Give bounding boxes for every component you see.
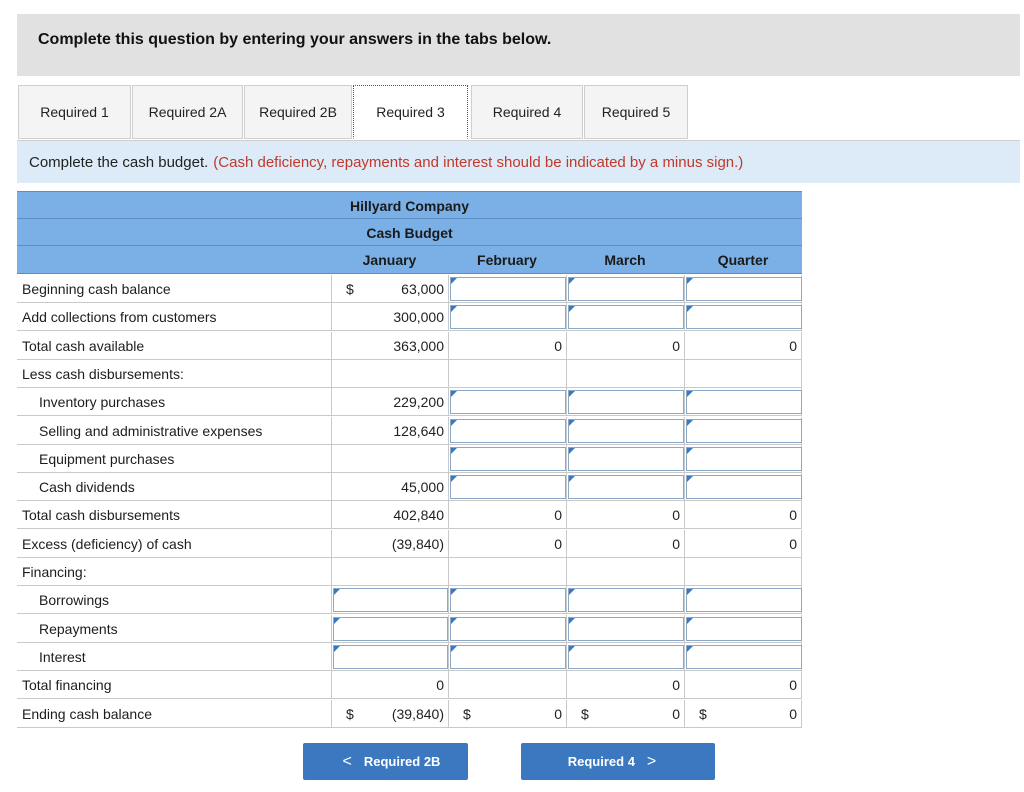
cell-february — [448, 332, 566, 360]
row-label: Inventory purchases — [39, 394, 166, 410]
chevron-left-icon: < — [342, 752, 352, 770]
table-row — [17, 275, 802, 303]
cell-february[interactable] — [448, 473, 566, 501]
next-tab-button[interactable] — [521, 743, 715, 780]
cell-january[interactable] — [331, 643, 448, 671]
tab-required-4[interactable]: Required 4 — [471, 85, 583, 139]
banner-text: Complete this question by entering your answers in the tabs below. — [38, 31, 552, 48]
cell-march[interactable] — [566, 615, 684, 643]
amount-input[interactable] — [450, 475, 566, 499]
header-title-row — [17, 218, 802, 245]
cell-value: 363,000 — [393, 338, 444, 354]
cell-january — [331, 360, 448, 388]
amount-input[interactable] — [686, 475, 802, 499]
cell-quarter — [684, 501, 802, 529]
column-header-march: March — [604, 252, 646, 268]
cell-january[interactable] — [331, 615, 448, 643]
amount-input[interactable] — [686, 447, 802, 471]
cell-quarter[interactable] — [684, 445, 802, 473]
cell-quarter — [684, 332, 802, 360]
cell-march — [566, 671, 684, 699]
row-label: Total cash disbursements — [22, 507, 180, 523]
amount-input[interactable] — [333, 588, 448, 612]
cell-march[interactable] — [566, 643, 684, 671]
cell-value: 0 — [554, 338, 562, 354]
row-label: Total cash available — [22, 338, 145, 354]
table-row — [17, 501, 802, 529]
amount-input[interactable] — [686, 305, 802, 329]
amount-input[interactable] — [686, 588, 802, 612]
cell-march — [566, 700, 684, 728]
cell-february[interactable] — [448, 445, 566, 473]
tab-required-3[interactable]: Required 3 — [353, 85, 468, 139]
amount-input[interactable] — [686, 617, 802, 641]
cell-february — [448, 530, 566, 558]
amount-input[interactable] — [568, 390, 684, 414]
cell-value: 402,840 — [393, 507, 444, 523]
cell-quarter[interactable] — [684, 615, 802, 643]
dollar-sign: $ — [463, 706, 471, 722]
company-name: Hillyard Company — [349, 198, 470, 214]
amount-input[interactable] — [568, 447, 684, 471]
cell-march[interactable] — [566, 303, 684, 331]
cell-quarter — [684, 360, 802, 388]
row-label: Less cash disbursements: — [22, 366, 184, 382]
amount-input[interactable] — [333, 645, 448, 669]
cell-february[interactable] — [448, 615, 566, 643]
prev-tab-button[interactable] — [303, 743, 468, 780]
cell-value: 0 — [789, 338, 797, 354]
dollar-sign: $ — [581, 706, 589, 722]
cell-value: 45,000 — [401, 479, 444, 495]
cell-march — [566, 360, 684, 388]
cell-quarter[interactable] — [684, 303, 802, 331]
header-company-row — [17, 191, 802, 218]
row-label: Beginning cash balance — [22, 281, 171, 297]
cell-february — [448, 671, 566, 699]
cell-march[interactable] — [566, 445, 684, 473]
next-tab-label: Required 4 — [567, 754, 635, 769]
cell-value: 63,000 — [401, 281, 444, 297]
cell-february — [448, 501, 566, 529]
cell-value: 0 — [436, 677, 444, 693]
cell-january — [331, 530, 448, 558]
cell-january — [331, 445, 448, 473]
amount-input[interactable] — [450, 277, 566, 301]
amount-input[interactable] — [450, 305, 566, 329]
cell-quarter[interactable] — [684, 275, 802, 303]
row-label: Excess (deficiency) of cash — [22, 536, 192, 552]
amount-input[interactable] — [568, 475, 684, 499]
table-row — [17, 643, 802, 671]
row-label: Financing: — [22, 564, 87, 580]
amount-input[interactable] — [568, 588, 684, 612]
cell-quarter[interactable] — [684, 417, 802, 445]
prev-tab-label: Required 2B — [363, 754, 441, 769]
cell-february — [448, 700, 566, 728]
tab-required-5[interactable]: Required 5 — [584, 85, 688, 139]
table-row — [17, 473, 802, 501]
amount-input[interactable] — [450, 447, 566, 471]
cell-january — [331, 332, 448, 360]
row-label: Repayments — [39, 621, 118, 637]
cell-january — [331, 501, 448, 529]
row-label: Ending cash balance — [22, 706, 152, 722]
cell-march — [566, 558, 684, 586]
cell-quarter — [684, 558, 802, 586]
cell-value: 229,200 — [393, 394, 444, 410]
column-header-february: February — [477, 252, 537, 268]
header-columns-row — [17, 245, 802, 274]
cell-value: 0 — [672, 677, 680, 693]
cell-value: 0 — [789, 677, 797, 693]
cell-march — [566, 530, 684, 558]
cell-quarter[interactable] — [684, 388, 802, 416]
table-row — [17, 586, 802, 614]
table-row — [17, 615, 802, 643]
instruction-bar — [17, 141, 1020, 183]
amount-input[interactable] — [450, 390, 566, 414]
cell-value: 300,000 — [393, 309, 444, 325]
instruction-note: (Cash deficiency, repayments and interest should be indicated by a minus sign.) — [213, 153, 744, 171]
cell-march — [566, 501, 684, 529]
amount-input[interactable] — [686, 277, 802, 301]
table-row — [17, 360, 802, 388]
chevron-right-icon: > — [646, 752, 657, 770]
cell-quarter — [684, 671, 802, 699]
cell-value: 0 — [554, 507, 562, 523]
cell-quarter[interactable] — [684, 643, 802, 671]
row-label: Selling and administrative expenses — [39, 423, 263, 439]
cell-january — [331, 671, 448, 699]
table-row — [17, 530, 802, 558]
table-row — [17, 445, 802, 473]
tab-required-2a[interactable]: Required 2A — [132, 85, 243, 139]
amount-input[interactable] — [450, 419, 566, 443]
cell-february[interactable] — [448, 417, 566, 445]
row-label: Borrowings — [39, 592, 110, 608]
row-label: Interest — [39, 649, 86, 665]
instruction-text: Complete the cash budget. — [29, 153, 209, 171]
cell-value: 0 — [672, 507, 680, 523]
cell-january — [331, 388, 448, 416]
cell-march — [566, 332, 684, 360]
amount-input[interactable] — [568, 305, 684, 329]
dollar-sign: $ — [346, 706, 354, 722]
cell-march[interactable] — [566, 275, 684, 303]
dollar-sign: $ — [346, 281, 354, 297]
amount-input[interactable] — [568, 617, 684, 641]
amount-input[interactable] — [450, 617, 566, 641]
amount-input[interactable] — [568, 277, 684, 301]
tab-required-2b[interactable]: Required 2B — [244, 85, 352, 139]
amount-input[interactable] — [686, 419, 802, 443]
cell-value: (39,840) — [391, 536, 444, 552]
table-row — [17, 558, 802, 586]
amount-input[interactable] — [568, 645, 684, 669]
column-header-january: January — [362, 252, 417, 268]
table-row — [17, 388, 802, 416]
cell-value: 0 — [789, 507, 797, 523]
row-label: Total financing — [22, 677, 112, 693]
cell-value: (39,840) — [391, 706, 444, 722]
cell-value: 0 — [789, 706, 797, 722]
cell-quarter[interactable] — [684, 586, 802, 614]
cell-value: 0 — [672, 706, 680, 722]
cell-value: 0 — [554, 536, 562, 552]
cell-january[interactable] — [331, 586, 448, 614]
cell-february[interactable] — [448, 643, 566, 671]
table-row — [17, 417, 802, 445]
cell-january — [331, 700, 448, 728]
amount-input[interactable] — [568, 419, 684, 443]
table-row — [17, 332, 802, 360]
row-label: Equipment purchases — [39, 451, 175, 467]
cell-january — [331, 558, 448, 586]
cell-value: 0 — [554, 706, 562, 722]
cell-january — [331, 303, 448, 331]
row-label: Cash dividends — [39, 479, 135, 495]
cell-february[interactable] — [448, 586, 566, 614]
cell-february[interactable] — [448, 275, 566, 303]
tab-required-1[interactable]: Required 1 — [18, 85, 131, 139]
amount-input[interactable] — [450, 645, 566, 669]
cell-march[interactable] — [566, 417, 684, 445]
cell-quarter[interactable] — [684, 473, 802, 501]
cell-quarter — [684, 700, 802, 728]
cell-value: 0 — [672, 536, 680, 552]
amount-input[interactable] — [686, 645, 802, 669]
table-row — [17, 700, 802, 728]
amount-input[interactable] — [450, 588, 566, 612]
cell-quarter — [684, 530, 802, 558]
cell-january — [331, 417, 448, 445]
amount-input[interactable] — [686, 390, 802, 414]
cell-value: 128,640 — [393, 423, 444, 439]
row-label: Add collections from customers — [22, 309, 217, 325]
cell-february — [448, 360, 566, 388]
cell-value: 0 — [672, 338, 680, 354]
cell-january — [331, 275, 448, 303]
cell-february[interactable] — [448, 388, 566, 416]
amount-input[interactable] — [333, 617, 448, 641]
budget-title: Cash Budget — [366, 225, 453, 241]
dollar-sign: $ — [699, 706, 707, 722]
cell-march[interactable] — [566, 473, 684, 501]
cell-february[interactable] — [448, 303, 566, 331]
cell-january — [331, 473, 448, 501]
cell-value: 0 — [789, 536, 797, 552]
cell-march[interactable] — [566, 388, 684, 416]
table-row — [17, 671, 802, 699]
cell-february — [448, 558, 566, 586]
table-row — [17, 303, 802, 331]
column-header-quarter: Quarter — [717, 252, 769, 268]
cell-march[interactable] — [566, 586, 684, 614]
instructions-banner — [17, 14, 1020, 76]
